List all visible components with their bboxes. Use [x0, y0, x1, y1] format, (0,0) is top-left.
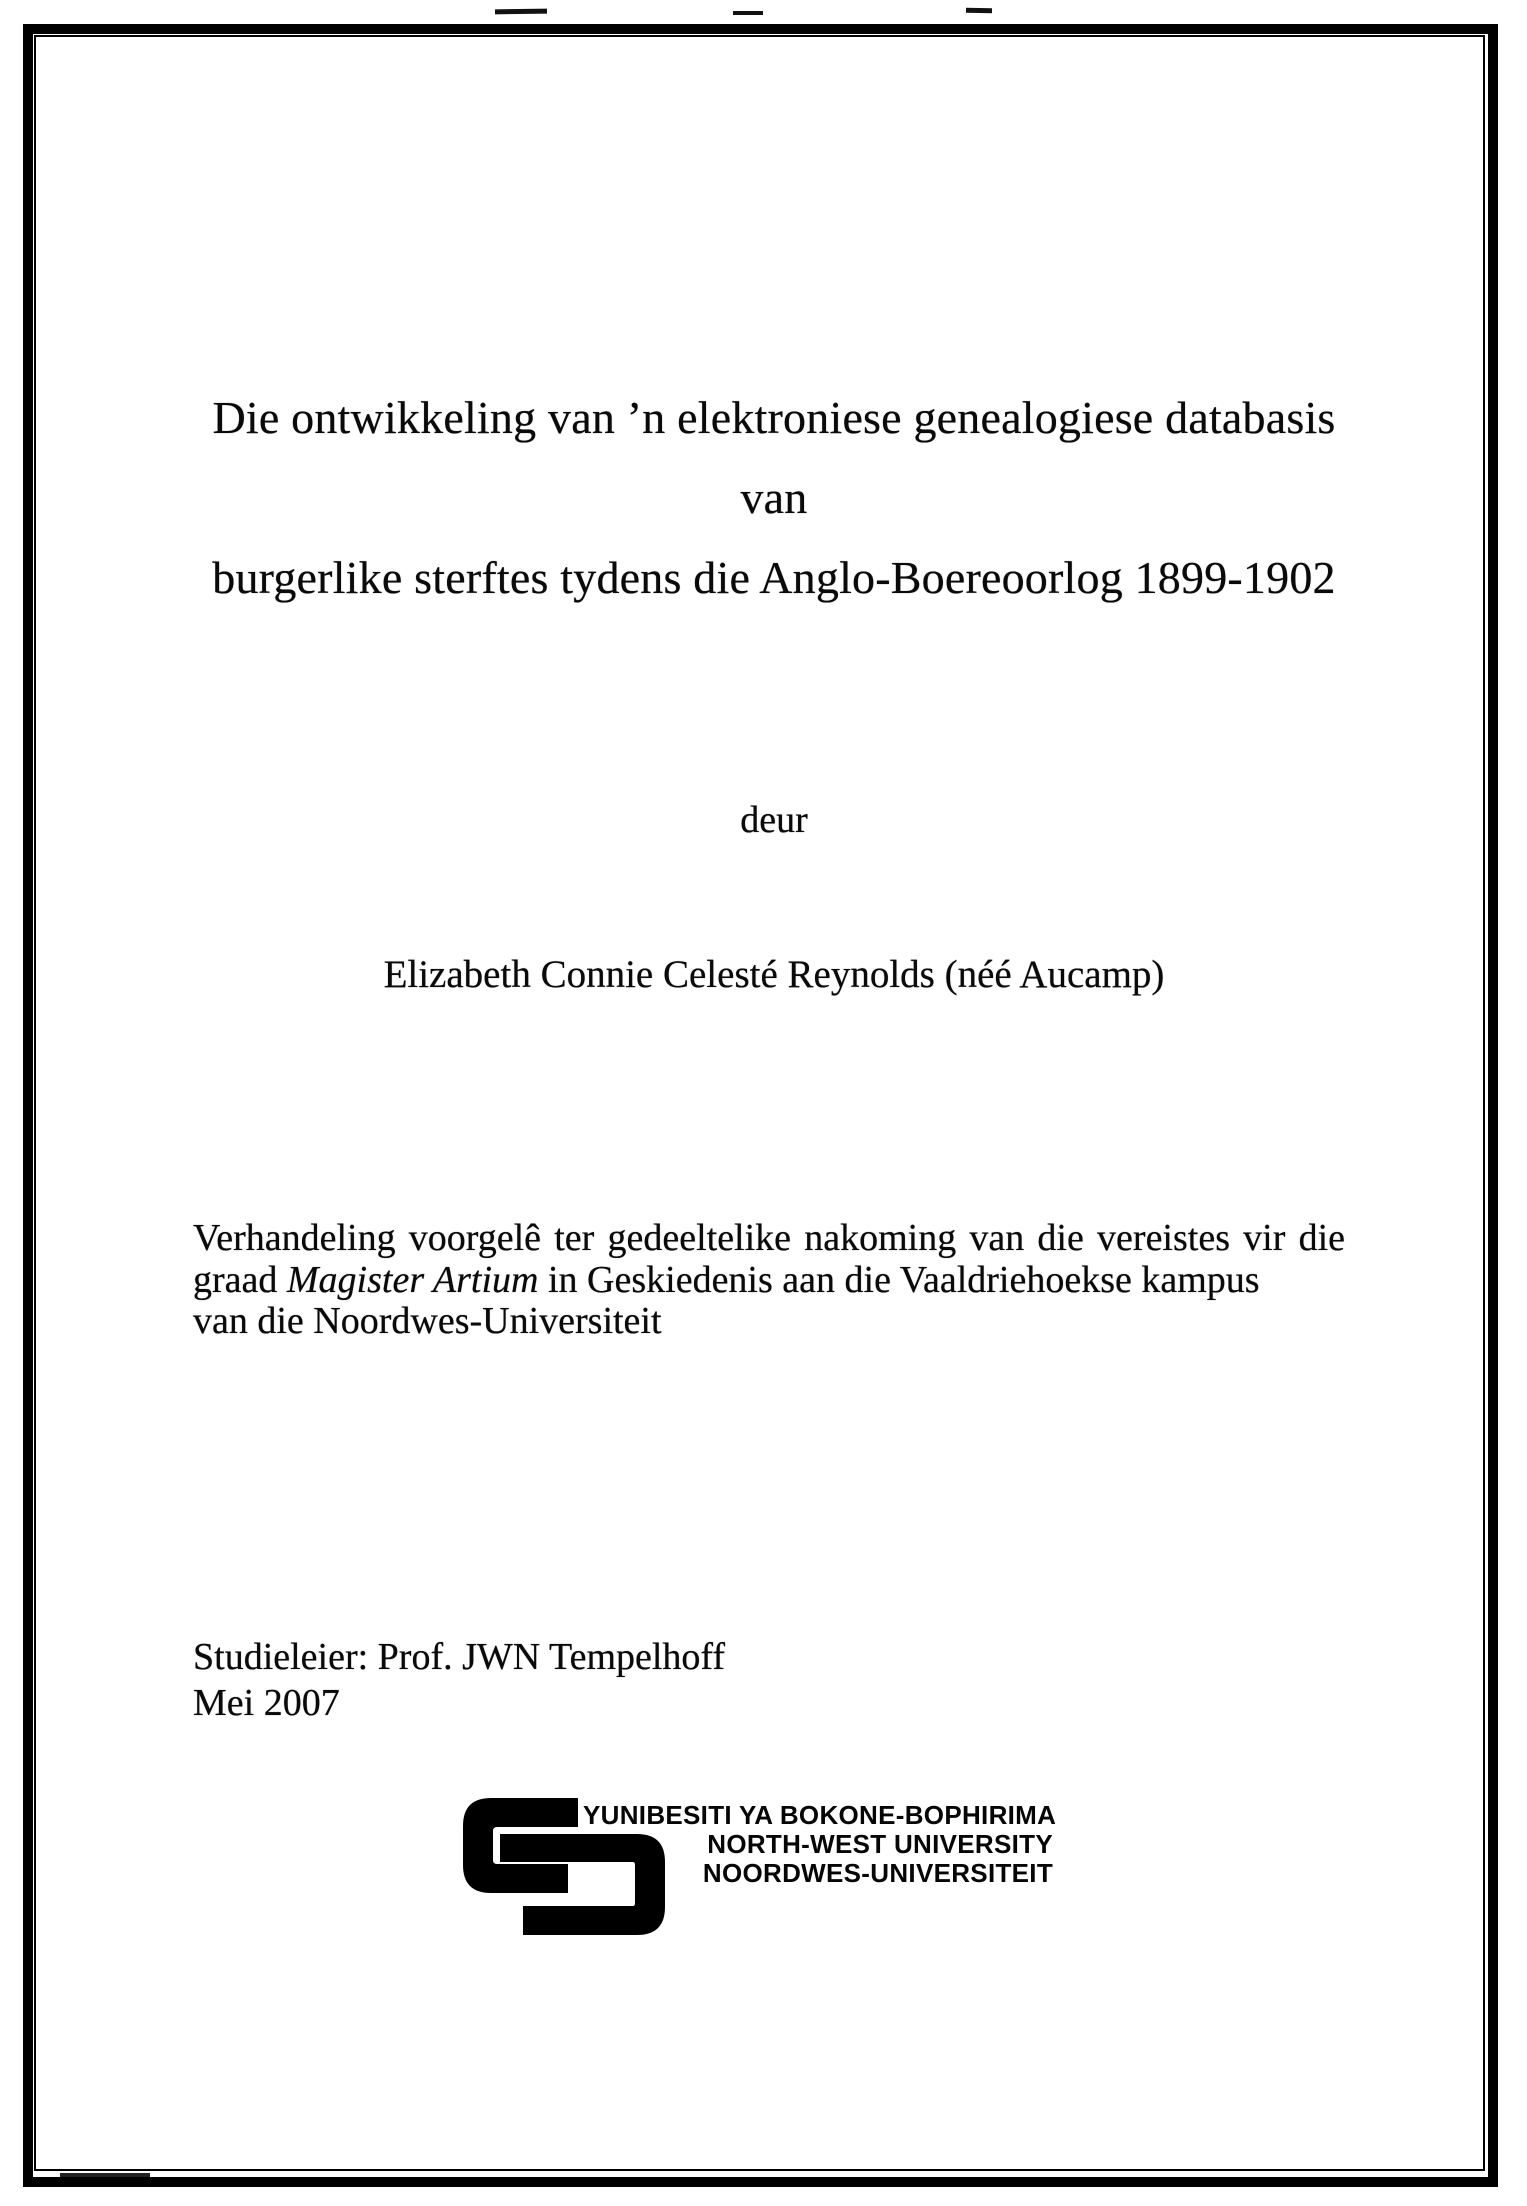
submission-line-2-post: in Geskiedenis aan die Vaaldriehoekse kampus: [538, 1258, 1260, 1301]
submission-line-3: van die Noordwes-Universiteit: [193, 1300, 662, 1342]
scan-artifact: [733, 11, 763, 15]
scan-artifact: [60, 2173, 150, 2177]
scan-artifact: [495, 9, 547, 15]
thesis-title-line-2: burgerlike sterftes tydens die Anglo-Boereoorlog 1899-1902: [212, 552, 1336, 603]
submission-statement: [193, 1218, 1345, 1343]
logo-text-setswana: YUNIBESITI YA BOKONE-BOPHIRIMA: [583, 1800, 1057, 1830]
logo-text-afrikaans: NOORDWES-UNIVERSITEIT: [702, 1858, 1053, 1888]
supervisor-block: [193, 1634, 1093, 1726]
degree-name-italic: Magister Artium: [286, 1258, 539, 1301]
thesis-title-line-1: Die ontwikkeling van ’n elektroniese genealogiese databasis van: [212, 392, 1336, 523]
submission-line-2-pre: graad: [193, 1258, 287, 1301]
scan-artifact: [966, 8, 992, 13]
thesis-title: [195, 378, 1353, 618]
university-logo: [463, 1798, 1063, 1938]
submission-line-2: [193, 1260, 1345, 1302]
author-name: Elizabeth Connie Celesté Reynolds (néé Aucamp): [383, 953, 1165, 996]
byline-deur: deur: [740, 799, 808, 841]
university-logo-text: [583, 1800, 1057, 1888]
supervisor-line: Studieleier: Prof. JWN Tempelhoff: [193, 1636, 726, 1678]
logo-text-english: NORTH-WEST UNIVERSITY: [707, 1829, 1053, 1859]
date-line: Mei 2007: [193, 1682, 340, 1724]
submission-line-1: Verhandeling voorgelê ter gedeeltelike nakoming van die vereistes vir die: [193, 1217, 1345, 1259]
